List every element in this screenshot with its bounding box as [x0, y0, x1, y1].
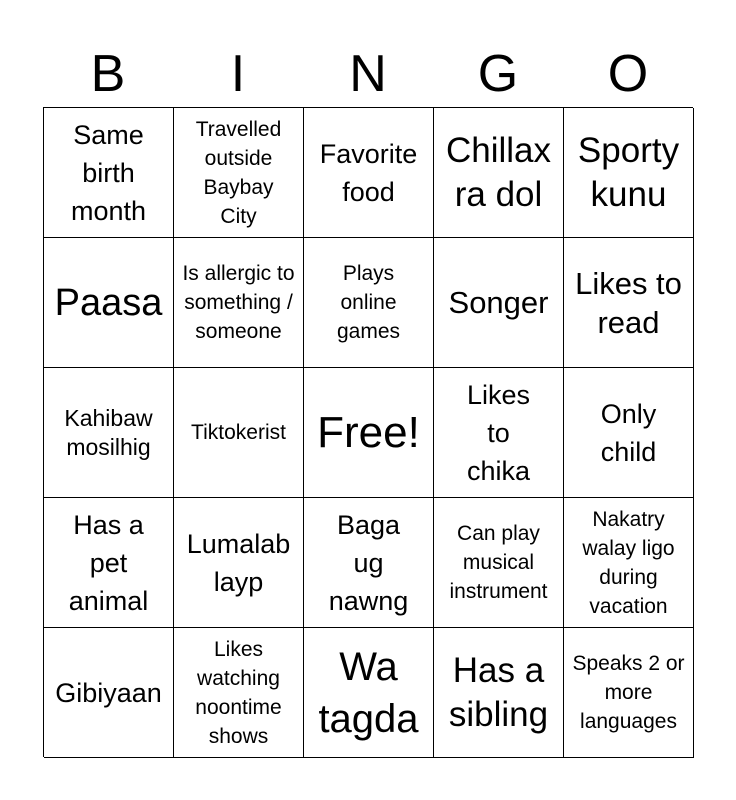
bingo-cell[interactable] — [44, 368, 174, 498]
bingo-cell[interactable] — [44, 628, 174, 758]
cell-text: Nakatry walay ligo during vacation — [582, 507, 675, 618]
bingo-cell[interactable] — [174, 368, 304, 498]
cell-text: Kahibaw mosilhig — [64, 404, 153, 460]
bingo-cell[interactable] — [304, 498, 434, 628]
cell-text: Gibiyaan — [55, 677, 162, 708]
bingo-cell[interactable] — [174, 108, 304, 238]
cell-text: Likes to read — [575, 265, 682, 340]
cell-text: Same birth month — [70, 119, 147, 226]
cell-text: Has a pet animal — [68, 509, 149, 616]
free-space-text: Free! — [317, 407, 420, 457]
bingo-cell[interactable] — [564, 498, 694, 628]
bingo-cell[interactable] — [44, 238, 174, 368]
cell-text: Baga ug nawng — [328, 509, 409, 616]
bingo-cell[interactable] — [564, 238, 694, 368]
bingo-cell[interactable] — [564, 108, 694, 238]
bingo-cell[interactable] — [434, 368, 564, 498]
bingo-cell[interactable] — [434, 108, 564, 238]
bingo-cell[interactable] — [434, 238, 564, 368]
cell-text: Tiktokerist — [191, 421, 286, 444]
bingo-cell[interactable] — [174, 498, 304, 628]
bingo-cell[interactable] — [564, 628, 694, 758]
cell-text: Is allergic to something / someone — [182, 262, 295, 343]
bingo-cell[interactable] — [434, 628, 564, 758]
cell-text: Only child — [600, 398, 657, 467]
bingo-cell[interactable] — [564, 368, 694, 498]
cell-text: Can play musical instrument — [449, 522, 548, 603]
header-letter-b: B — [90, 45, 126, 103]
bingo-cell[interactable] — [44, 498, 174, 628]
cell-text: Likes watching noontime shows — [195, 637, 282, 748]
bingo-cell[interactable] — [304, 628, 434, 758]
cell-text: Sporty kunu — [577, 130, 680, 214]
cell-text: Plays online games — [336, 262, 401, 343]
bingo-cell-free[interactable] — [304, 368, 434, 498]
cell-text: Speaks 2 or more languages — [572, 652, 685, 733]
bingo-cell[interactable] — [44, 108, 174, 238]
bingo-cell[interactable] — [434, 498, 564, 628]
header-letter-n: N — [349, 45, 387, 103]
bingo-grid — [43, 107, 693, 757]
header-letter-o: O — [607, 45, 649, 103]
cell-text: Travelled outside Baybay City — [195, 117, 282, 228]
bingo-cell[interactable] — [304, 108, 434, 238]
bingo-cell[interactable] — [174, 628, 304, 758]
cell-text: Has a sibling — [448, 650, 549, 734]
cell-text: Chillax ra dol — [445, 130, 552, 214]
bingo-header — [43, 40, 693, 108]
cell-text: Favorite food — [319, 138, 418, 207]
cell-text: Lumalab layp — [186, 528, 291, 597]
cell-text: Paasa — [54, 281, 163, 324]
header-letter-g: G — [477, 45, 519, 103]
cell-text: Likes to chika — [466, 379, 531, 486]
header-letter-i: I — [230, 45, 246, 103]
cell-text: Wa tagda — [318, 644, 419, 741]
bingo-cell[interactable] — [174, 238, 304, 368]
cell-text: Songer — [448, 285, 549, 320]
bingo-cell[interactable] — [304, 238, 434, 368]
